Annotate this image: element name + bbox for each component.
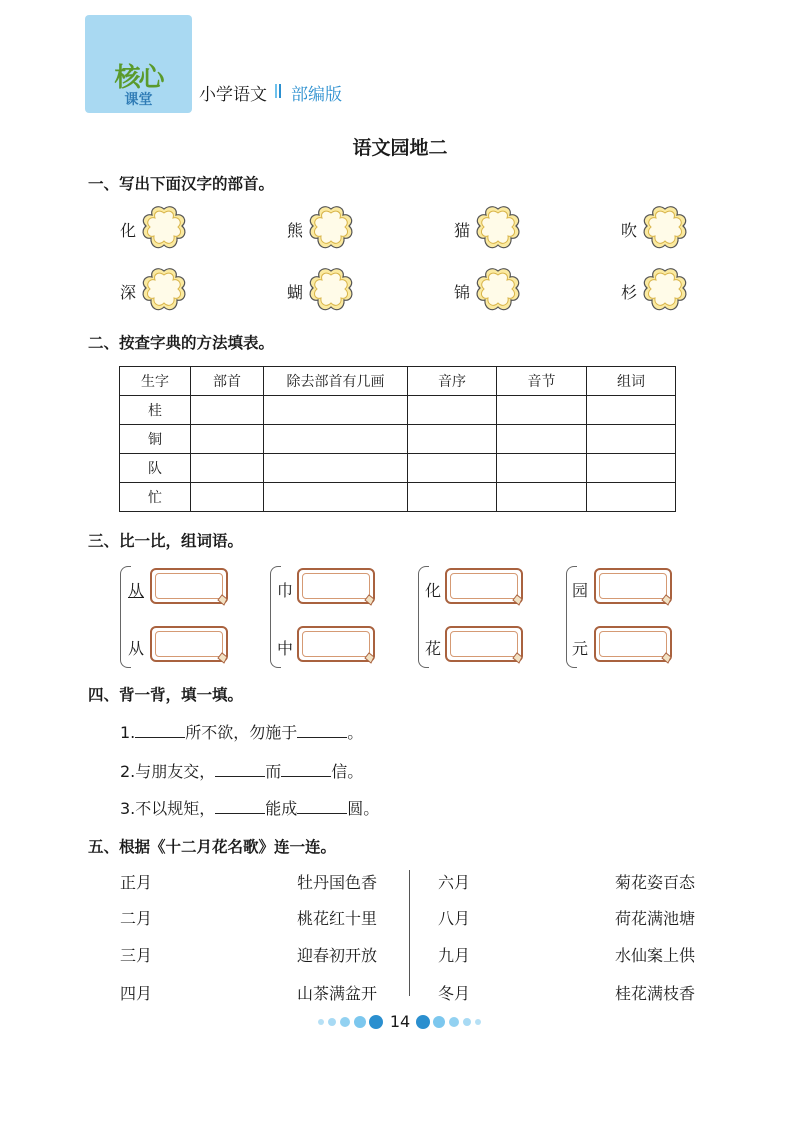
fill-blank[interactable] <box>297 797 347 814</box>
pin-icon <box>511 652 523 664</box>
dictionary-table <box>119 366 676 512</box>
table-char-cell: 队 <box>120 454 191 483</box>
radical-char: 熊 <box>287 221 304 240</box>
section-4-title: 四、背一背，填一填。 <box>88 686 244 704</box>
dot-icon <box>354 1016 366 1028</box>
month-item[interactable]: 四月 <box>120 984 153 1003</box>
header-separator-icon <box>275 84 281 98</box>
dot-icon <box>463 1018 471 1026</box>
table-empty-cell[interactable] <box>408 483 497 512</box>
text-fragment: 与朋友交， <box>135 762 216 781</box>
answer-flower-box[interactable] <box>140 266 188 314</box>
month-item[interactable]: 八月 <box>438 909 471 928</box>
table-empty-cell[interactable] <box>587 425 676 454</box>
dot-icon <box>433 1016 445 1028</box>
table-header-cell: 部首 <box>191 367 264 396</box>
dot-icon <box>328 1018 336 1026</box>
table-empty-cell[interactable] <box>191 454 264 483</box>
fill-blank[interactable] <box>297 721 347 738</box>
table-empty-cell[interactable] <box>191 483 264 512</box>
compare-char: 中 <box>277 639 294 658</box>
text-fragment: 而 <box>265 762 282 781</box>
section-3-title: 三、比一比，组词语。 <box>88 532 244 550</box>
month-item[interactable]: 六月 <box>438 873 471 892</box>
pin-icon <box>511 594 523 606</box>
flower-item[interactable]: 水仙案上供 <box>615 946 696 965</box>
section-2-title: 二、按查字典的方法填表。 <box>88 334 275 352</box>
table-empty-cell[interactable] <box>497 396 587 425</box>
table-char-cell: 桂 <box>120 396 191 425</box>
table-empty-cell[interactable] <box>264 425 408 454</box>
table-empty-cell[interactable] <box>191 396 264 425</box>
header-subject: 小学语文 <box>199 85 267 105</box>
table-empty-cell[interactable] <box>497 454 587 483</box>
radical-char: 猫 <box>454 221 471 240</box>
table-empty-cell[interactable] <box>587 396 676 425</box>
table-empty-cell[interactable] <box>497 483 587 512</box>
answer-flower-box[interactable] <box>641 204 689 252</box>
line-number: 2. <box>120 762 136 781</box>
compare-char: 从 <box>128 639 145 658</box>
table-char-cell: 忙 <box>120 483 191 512</box>
text-fragment: 圆。 <box>347 799 380 818</box>
table-header-cell: 生字 <box>120 367 191 396</box>
flower-item[interactable]: 山茶满盆开 <box>297 984 378 1003</box>
divider <box>409 870 410 996</box>
radical-char: 吹 <box>621 221 638 240</box>
compare-char: 化 <box>425 581 442 600</box>
compare-char: 元 <box>572 639 589 658</box>
pin-icon <box>216 594 228 606</box>
answer-flower-box[interactable] <box>307 204 355 252</box>
table-row <box>120 454 676 483</box>
dot-icon <box>369 1015 383 1029</box>
flower-item[interactable]: 桂花满枝香 <box>615 984 696 1003</box>
table-empty-cell[interactable] <box>264 396 408 425</box>
text-fragment: 不以规矩， <box>135 799 216 818</box>
table-header-cell: 音节 <box>497 367 587 396</box>
section-5-title: 五、根据《十二月花名歌》连一连。 <box>88 838 337 856</box>
month-item[interactable]: 三月 <box>120 946 153 965</box>
answer-flower-box[interactable] <box>641 266 689 314</box>
page-footer <box>0 1012 800 1032</box>
table-header-row <box>120 367 676 396</box>
table-row <box>120 425 676 454</box>
table-empty-cell[interactable] <box>587 454 676 483</box>
radical-char: 杉 <box>621 283 638 302</box>
table-row <box>120 396 676 425</box>
answer-flower-box[interactable] <box>307 266 355 314</box>
answer-flower-box[interactable] <box>474 266 522 314</box>
pin-icon <box>660 652 672 664</box>
recite-line <box>120 796 379 819</box>
header-edition: 部编版 <box>291 85 342 105</box>
dot-icon <box>340 1017 350 1027</box>
table-header-cell: 除去部首有几画 <box>264 367 408 396</box>
radical-char: 蝴 <box>287 283 304 302</box>
table-empty-cell[interactable] <box>408 425 497 454</box>
text-fragment: 信。 <box>331 762 364 781</box>
page-title: 语文园地二 <box>352 137 448 159</box>
text-fragment: 所不欲，勿施于 <box>185 723 298 742</box>
answer-flower-box[interactable] <box>140 204 188 252</box>
flower-item[interactable]: 迎春初开放 <box>297 946 378 965</box>
pin-icon <box>363 594 375 606</box>
table-row <box>120 483 676 512</box>
flower-item[interactable]: 牡丹国色香 <box>297 873 378 892</box>
fill-blank[interactable] <box>215 760 265 777</box>
table-empty-cell[interactable] <box>587 483 676 512</box>
dot-icon <box>318 1019 324 1025</box>
table-header-cell: 音序 <box>408 367 497 396</box>
pin-icon <box>660 594 672 606</box>
month-item[interactable]: 二月 <box>120 909 153 928</box>
flower-item[interactable]: 菊花姿百态 <box>615 873 696 892</box>
table-empty-cell[interactable] <box>264 454 408 483</box>
pin-icon <box>363 652 375 664</box>
fill-blank[interactable] <box>135 721 185 738</box>
line-number: 1. <box>120 723 136 742</box>
table-char-cell: 铜 <box>120 425 191 454</box>
fill-blank[interactable] <box>281 760 331 777</box>
page-number: 14 <box>389 1012 411 1031</box>
compare-char: 从 <box>128 581 145 600</box>
compare-char: 园 <box>572 581 589 600</box>
recite-line <box>120 759 363 782</box>
month-item[interactable]: 正月 <box>120 873 153 892</box>
month-item[interactable]: 冬月 <box>438 984 471 1003</box>
line-number: 3. <box>120 799 136 818</box>
compare-char: 花 <box>425 639 442 658</box>
fill-blank[interactable] <box>215 797 265 814</box>
radical-char: 化 <box>120 221 137 240</box>
logo-main-text: 核心 <box>114 63 163 93</box>
radical-char: 锦 <box>454 283 471 302</box>
table-empty-cell[interactable] <box>191 425 264 454</box>
month-item[interactable]: 九月 <box>438 946 471 965</box>
radical-char: 深 <box>120 283 137 302</box>
dot-icon <box>416 1015 430 1029</box>
dot-icon <box>449 1017 459 1027</box>
table-header-cell: 组词 <box>587 367 676 396</box>
table-empty-cell[interactable] <box>264 483 408 512</box>
section-1-title: 一、写出下面汉字的部首。 <box>88 175 275 193</box>
text-fragment: 能成 <box>265 799 298 818</box>
flower-item[interactable]: 桃花红十里 <box>297 909 378 928</box>
table-empty-cell[interactable] <box>497 425 587 454</box>
logo <box>85 15 192 113</box>
table-empty-cell[interactable] <box>408 396 497 425</box>
flower-item[interactable]: 荷花满池塘 <box>615 909 696 928</box>
pin-icon <box>216 652 228 664</box>
logo-sub-text: 课堂 <box>124 92 153 108</box>
compare-char: 巾 <box>277 581 294 600</box>
recite-line <box>120 720 363 743</box>
table-empty-cell[interactable] <box>408 454 497 483</box>
text-fragment: 。 <box>347 723 364 742</box>
dot-icon <box>475 1019 481 1025</box>
answer-flower-box[interactable] <box>474 204 522 252</box>
